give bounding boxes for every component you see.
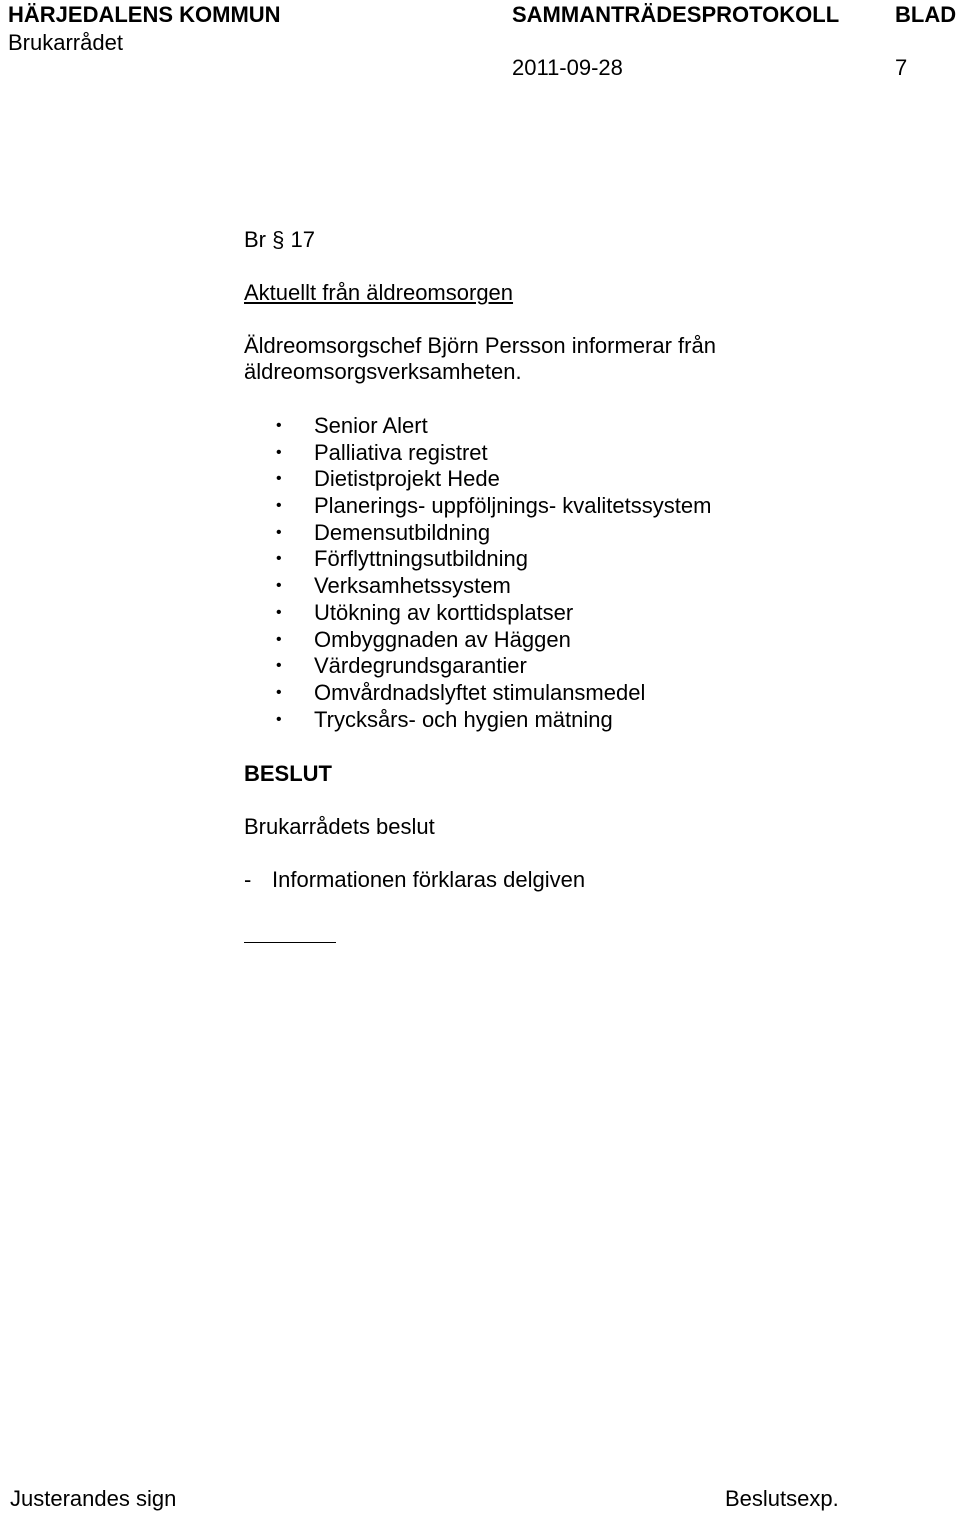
bullet-icon: • bbox=[276, 443, 282, 461]
bullet-icon: • bbox=[276, 603, 282, 621]
meeting-date: 2011-09-28 bbox=[512, 55, 623, 80]
list-item bbox=[244, 440, 711, 467]
sheet-label: BLAD bbox=[895, 2, 957, 27]
decision-text: Informationen förklaras delgiven bbox=[272, 867, 586, 892]
list-item bbox=[244, 493, 711, 520]
topic-label: Värdegrundsgarantier bbox=[314, 653, 527, 679]
topic-label: Ombyggnaden av Häggen bbox=[314, 626, 571, 652]
bullet-icon: • bbox=[276, 630, 282, 648]
list-item bbox=[244, 413, 711, 440]
intro-paragraph: Äldreomsorgschef Björn Persson informerar från äldreomsorgsverksamheten. bbox=[244, 333, 716, 384]
topic-label: Dietistprojekt Hede bbox=[314, 466, 500, 492]
bullet-icon: • bbox=[276, 550, 282, 568]
decision-item bbox=[244, 867, 585, 893]
topic-label: Senior Alert bbox=[314, 413, 428, 438]
topic-label: Trycksårs- och hygien mätning bbox=[314, 706, 613, 732]
bullet-icon: • bbox=[276, 657, 282, 675]
bullet-icon: • bbox=[276, 577, 282, 595]
topic-label: Förflyttningsutbildning bbox=[314, 546, 529, 572]
bullet-icon: • bbox=[276, 710, 282, 728]
topic-label: Omvårdnadslyftet stimulansmedel bbox=[314, 679, 646, 705]
list-item bbox=[244, 546, 711, 573]
document-type: SAMMANTRÄDESPROTOKOLL bbox=[512, 2, 840, 27]
topic-label: Planerings- uppföljnings- kvalitetssystem bbox=[314, 493, 712, 519]
list-item bbox=[244, 520, 711, 547]
decision-subheading: Brukarrådets beslut bbox=[244, 814, 435, 839]
topic-label: Utökning av korttidsplatser bbox=[314, 599, 574, 625]
topic-label: Demensutbildning bbox=[314, 519, 491, 545]
list-item bbox=[244, 680, 711, 707]
list-item bbox=[244, 653, 711, 680]
bullet-icon: • bbox=[276, 497, 282, 515]
page-number: 7 bbox=[895, 55, 908, 80]
bullet-icon: • bbox=[276, 683, 282, 701]
decision-heading: BESLUT bbox=[244, 761, 332, 786]
topic-label: Palliativa registret bbox=[314, 439, 488, 465]
section-title: Aktuellt från äldreomsorgen bbox=[244, 280, 514, 305]
topic-list bbox=[244, 413, 711, 733]
organization-name: HÄRJEDALENS KOMMUN bbox=[8, 2, 281, 27]
bullet-icon: • bbox=[276, 523, 282, 541]
list-item bbox=[244, 707, 711, 734]
list-item bbox=[244, 627, 711, 654]
footer-dispatch-label: Beslutsexp. bbox=[725, 1486, 839, 1511]
list-item bbox=[244, 573, 711, 600]
list-item bbox=[244, 600, 711, 627]
list-item bbox=[244, 466, 711, 493]
bullet-icon: • bbox=[276, 417, 282, 434]
committee-name: Brukarrådet bbox=[8, 30, 123, 55]
dash-marker: - bbox=[244, 867, 252, 892]
end-divider bbox=[244, 942, 336, 943]
bullet-icon: • bbox=[276, 470, 282, 488]
footer-signature-label: Justerandes sign bbox=[10, 1486, 177, 1511]
paragraph-number: Br § 17 bbox=[244, 227, 315, 252]
topic-label: Verksamhetssystem bbox=[314, 573, 511, 599]
